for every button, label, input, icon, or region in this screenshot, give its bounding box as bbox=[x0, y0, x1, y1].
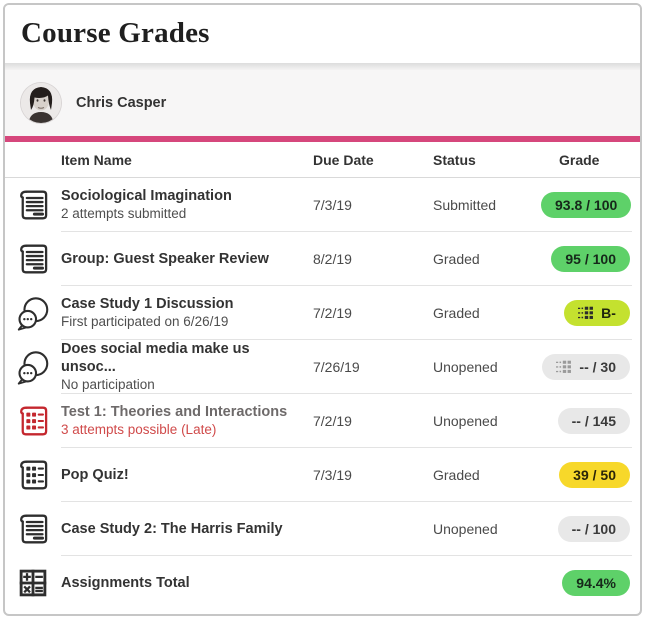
table-row-total[interactable] bbox=[5, 556, 640, 610]
status: Unopened bbox=[433, 413, 498, 429]
calculator-icon bbox=[5, 564, 61, 602]
due-date: 7/2/19 bbox=[313, 413, 352, 429]
grade-pill[interactable]: -- / 100 bbox=[558, 516, 630, 542]
item-name: Case Study 1 Discussion bbox=[61, 296, 234, 313]
status: Graded bbox=[433, 305, 480, 321]
item-name: Assignments Total bbox=[61, 574, 190, 591]
status: Unopened bbox=[433, 521, 498, 537]
assignment-icon bbox=[5, 510, 61, 548]
table-row[interactable] bbox=[5, 394, 640, 448]
status: Graded bbox=[433, 251, 480, 267]
grade-pill[interactable]: 95 / 100 bbox=[551, 246, 630, 272]
item-name: Pop Quiz! bbox=[61, 466, 129, 483]
table-header-row bbox=[5, 142, 640, 178]
item-subtitle: No participation bbox=[61, 377, 155, 393]
page-header bbox=[5, 5, 640, 63]
student-strip bbox=[5, 70, 640, 136]
grade-pill[interactable]: 93.8 / 100 bbox=[541, 192, 631, 218]
column-header-item-name: Item Name bbox=[61, 151, 132, 168]
grade-pill[interactable] bbox=[542, 354, 630, 380]
table-row[interactable] bbox=[5, 178, 640, 232]
table-row[interactable] bbox=[5, 502, 640, 556]
grade-pill[interactable] bbox=[564, 300, 630, 326]
due-date: 8/2/19 bbox=[313, 251, 352, 267]
course-grades-panel bbox=[3, 3, 642, 616]
item-name: Case Study 2: The Harris Family bbox=[61, 520, 283, 537]
due-date: 7/26/19 bbox=[313, 359, 360, 375]
header-divider bbox=[5, 63, 640, 70]
column-header-due-date: Due Date bbox=[313, 151, 374, 168]
item-subtitle: 3 attempts possible (Late) bbox=[61, 422, 217, 438]
status: Unopened bbox=[433, 359, 498, 375]
item-name: Test 1: Theories and Interactions bbox=[61, 404, 288, 421]
avatar-photo bbox=[21, 83, 61, 123]
rubric-grid-icon bbox=[578, 306, 595, 320]
table-row[interactable] bbox=[5, 448, 640, 502]
due-date: 7/3/19 bbox=[313, 467, 352, 483]
test-icon bbox=[5, 402, 61, 440]
item-subtitle: 2 attempts submitted bbox=[61, 206, 187, 222]
item-subtitle: First participated on 6/26/19 bbox=[61, 314, 229, 330]
assignment-icon bbox=[5, 186, 61, 224]
column-header-status: Status bbox=[433, 151, 476, 168]
rubric-grid-icon bbox=[556, 360, 573, 374]
due-date: 7/3/19 bbox=[313, 197, 352, 213]
page-title: Course Grades bbox=[21, 17, 210, 49]
student-avatar bbox=[21, 83, 61, 123]
item-name: Group: Guest Speaker Review bbox=[61, 250, 269, 267]
item-name: Does social media make us unsoc... bbox=[61, 341, 250, 376]
discussion-icon bbox=[5, 294, 61, 332]
status: Graded bbox=[433, 467, 480, 483]
grade-value: -- / 30 bbox=[579, 359, 616, 375]
table-row[interactable] bbox=[5, 340, 640, 394]
student-name: Chris Casper bbox=[76, 95, 167, 111]
table-row[interactable] bbox=[5, 232, 640, 286]
assignment-icon bbox=[5, 240, 61, 278]
column-header-grade: Grade bbox=[559, 151, 600, 168]
grade-value: B- bbox=[601, 305, 616, 321]
discussion-icon bbox=[5, 348, 61, 386]
grade-pill[interactable]: 39 / 50 bbox=[559, 462, 630, 488]
due-date: 7/2/19 bbox=[313, 305, 352, 321]
table-row[interactable] bbox=[5, 286, 640, 340]
item-name: Sociological Imagination bbox=[61, 188, 232, 205]
status: Submitted bbox=[433, 197, 497, 213]
grade-pill[interactable]: -- / 145 bbox=[558, 408, 630, 434]
quiz-icon bbox=[5, 456, 61, 494]
grade-pill[interactable]: 94.4% bbox=[562, 570, 630, 596]
